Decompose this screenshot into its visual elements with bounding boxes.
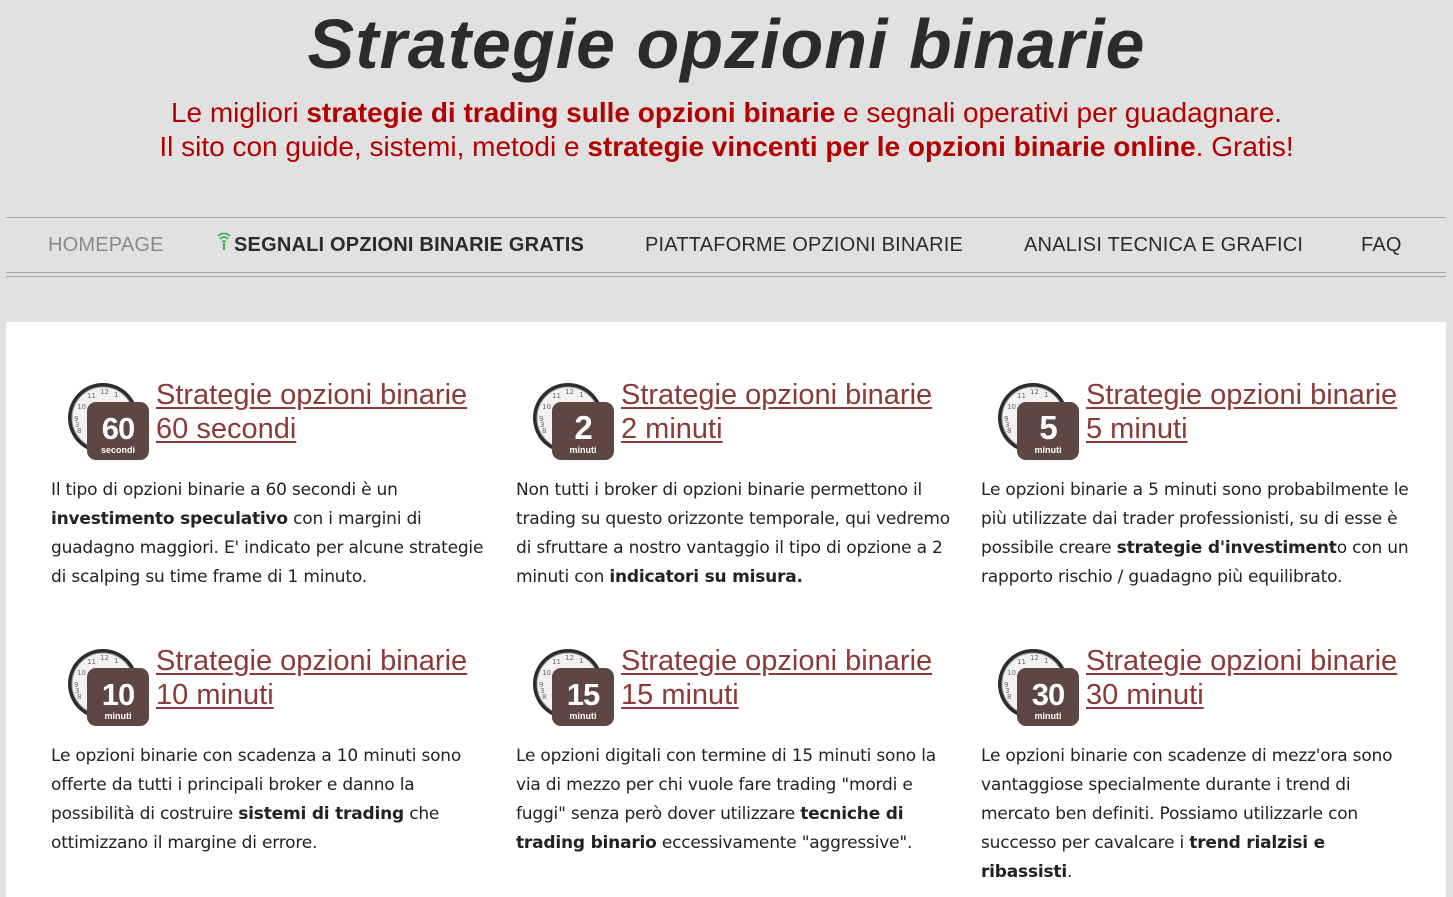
- content-area: [6, 322, 1446, 897]
- card-title-link[interactable]: Strategie opzioni binarie 2 minuti: [621, 379, 933, 445]
- svg-text:1: 1: [1044, 657, 1049, 665]
- svg-text:3: 3: [75, 687, 80, 695]
- svg-text:1: 1: [114, 391, 119, 399]
- svg-text:12: 12: [1030, 388, 1039, 396]
- nav-item-piattaforme[interactable]: PIATTAFORME OPZIONI BINARIE: [645, 234, 964, 256]
- svg-text:12: 12: [565, 654, 574, 662]
- signal-icon: [217, 232, 231, 250]
- svg-text:3: 3: [1005, 421, 1010, 429]
- badge-unit: minuti: [569, 445, 597, 455]
- svg-text:10: 10: [1007, 403, 1016, 411]
- badge-number: 5: [1039, 409, 1057, 446]
- badge-number: 2: [574, 409, 592, 446]
- svg-text:11: 11: [552, 658, 561, 666]
- svg-text:11: 11: [552, 392, 561, 400]
- nav-divider-bottom-2: [6, 276, 1446, 277]
- badge-unit: secondi: [100, 445, 136, 455]
- svg-text:10: 10: [77, 669, 86, 677]
- nav-item-analisi[interactable]: ANALISI TECNICA E GRAFICI: [1024, 234, 1304, 256]
- card-description: Le opzioni binarie a 5 minuti sono probabilmente le più utilizzate dai trader professionisti, su di esse è possibile creare strategie d'investimento con un rapporto rischio / guadagno più equilibrato.: [981, 480, 1409, 587]
- svg-text:3: 3: [1005, 687, 1010, 695]
- clock-2-icon: [532, 380, 616, 464]
- clock-15-icon: [532, 646, 616, 730]
- svg-text:8: 8: [542, 693, 547, 701]
- strategy-card-2-minutes: [516, 379, 952, 592]
- svg-text:1: 1: [579, 391, 584, 399]
- card-description: Le opzioni digitali con termine di 15 minuti sono la via di mezzo per chi vuole fare trading "mordi e fuggi" senza però dover utilizzare tecniche di trading binario eccessivamente "aggressive".: [516, 746, 936, 853]
- card-title-link[interactable]: Strategie opzioni binarie 30 minuti: [1086, 645, 1398, 711]
- badge-unit: minuti: [1034, 711, 1062, 721]
- card-description: Le opzioni binarie con scadenza a 10 minuti sono offerte da tutti i principali broker e danno la possibilità di costruire sistemi di trading che ottimizzano il margine di errore.: [51, 746, 462, 853]
- svg-text:9: 9: [539, 681, 544, 689]
- strategy-card-10-minutes: [51, 645, 487, 858]
- badge-unit: minuti: [569, 711, 597, 721]
- svg-text:8: 8: [77, 693, 82, 701]
- svg-text:10: 10: [1007, 669, 1016, 677]
- svg-text:3: 3: [540, 687, 545, 695]
- svg-text:10: 10: [542, 403, 551, 411]
- svg-text:12: 12: [100, 388, 109, 396]
- card-title-link[interactable]: Strategie opzioni binarie 15 minuti: [621, 645, 933, 711]
- svg-text:8: 8: [542, 427, 547, 435]
- badge-number: 15: [566, 677, 600, 712]
- svg-text:1: 1: [579, 657, 584, 665]
- card-title-link[interactable]: Strategie opzioni binarie 60 secondi: [156, 379, 468, 445]
- clock-5-icon: [997, 380, 1081, 464]
- svg-text:8: 8: [1007, 427, 1012, 435]
- svg-text:12: 12: [1030, 654, 1039, 662]
- svg-text:9: 9: [1004, 415, 1009, 423]
- nav-item-faq[interactable]: FAQ: [1361, 234, 1402, 256]
- card-description: Il tipo di opzioni binarie a 60 secondi è un investimento speculativo con i margini di guadagno maggiori. E' indicato per alcune strategie di scalping su time frame di 1 minuto.: [51, 480, 484, 587]
- card-title-link[interactable]: Strategie opzioni binarie 10 minuti: [156, 645, 468, 711]
- strategy-card-60-seconds: [51, 379, 487, 592]
- badge-number: 60: [101, 411, 135, 446]
- svg-text:9: 9: [74, 415, 79, 423]
- svg-text:12: 12: [100, 654, 109, 662]
- svg-text:11: 11: [1017, 392, 1026, 400]
- svg-text:3: 3: [75, 421, 80, 429]
- badge-unit: minuti: [104, 711, 132, 721]
- svg-text:1: 1: [114, 657, 119, 665]
- nav-divider-bottom: [6, 272, 1446, 273]
- site-tagline: [0, 96, 1453, 164]
- tagline-line-2: Il sito con guide, sistemi, metodi e strategie vincenti per le opzioni binarie online. Gratis!: [159, 131, 1294, 162]
- clock-30-icon: [997, 646, 1081, 730]
- svg-text:10: 10: [77, 403, 86, 411]
- svg-text:11: 11: [1017, 658, 1026, 666]
- svg-text:8: 8: [1007, 693, 1012, 701]
- svg-text:9: 9: [74, 681, 79, 689]
- svg-text:11: 11: [87, 658, 96, 666]
- strategy-card-15-minutes: [516, 645, 952, 858]
- badge-number: 10: [101, 677, 135, 712]
- svg-text:11: 11: [87, 392, 96, 400]
- svg-text:12: 12: [565, 388, 574, 396]
- card-description: Le opzioni binarie con scadenze di mezz'ora sono vantaggiose specialmente durante i trend di mercato ben definiti. Possiamo utilizzarle con successo per cavalcare i trend rialzisi e ribassisti.: [981, 746, 1393, 882]
- site-title: Strategie opzioni binarie: [307, 5, 1146, 83]
- svg-text:10: 10: [542, 669, 551, 677]
- nav-item-segnali[interactable]: [217, 234, 584, 257]
- nav-item-homepage[interactable]: HOMEPAGE: [48, 234, 164, 256]
- svg-text:3: 3: [540, 421, 545, 429]
- clock-10-icon: [67, 646, 151, 730]
- strategy-card-5-minutes: [981, 379, 1417, 592]
- nav-item-segnali-label: SEGNALI OPZIONI BINARIE GRATIS: [234, 234, 585, 256]
- svg-text:1: 1: [1044, 391, 1049, 399]
- svg-text:9: 9: [1004, 681, 1009, 689]
- card-description: Non tutti i broker di opzioni binarie permettono il trading su questo orizzonte temporale, qui vedremo di sfruttare a nostro vantaggio il tipo di opzione a 2 minuti con indicatori su misura.: [516, 480, 950, 587]
- tagline-line-1: Le migliori strategie di trading sulle opzioni binarie e segnali operativi per guadagnare.: [170, 97, 1283, 128]
- badge-number: 30: [1031, 677, 1065, 712]
- clock-60-icon: [67, 380, 151, 464]
- badge-unit: minuti: [1034, 445, 1062, 455]
- main-navigation: [0, 218, 1453, 272]
- svg-text:9: 9: [539, 415, 544, 423]
- svg-text:8: 8: [77, 427, 82, 435]
- card-title-link[interactable]: Strategie opzioni binarie 5 minuti: [1086, 379, 1398, 445]
- strategy-card-30-minutes: [981, 645, 1417, 887]
